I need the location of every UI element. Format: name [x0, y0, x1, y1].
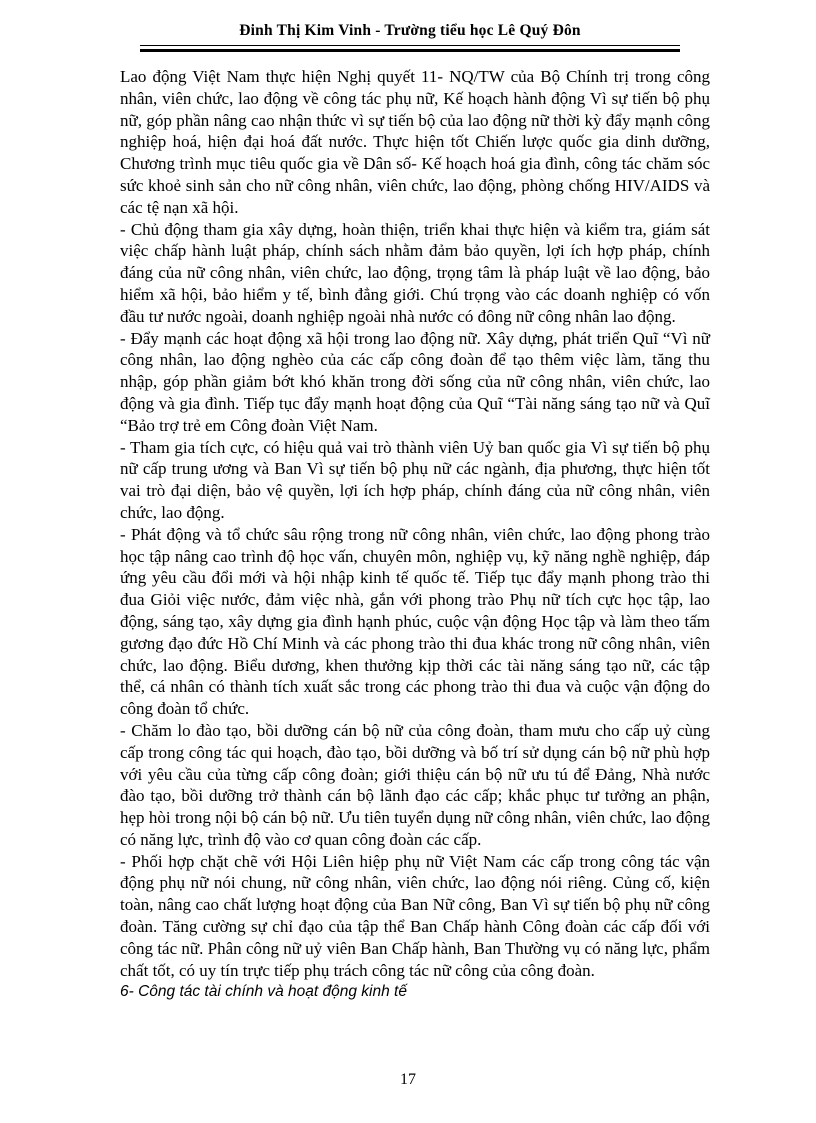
page-header-title: Đinh Thị Kim Vinh - Trường tiểu học Lê Quý Đôn	[239, 22, 581, 39]
paragraph: - Chăm lo đào tạo, bồi dưỡng cán bộ nữ của công đoàn, tham mưu cho cấp uỷ cùng cấp trong công tác qui hoạch, đào tạo, bồi dưỡng và bố trí sử dụng cán bộ nữ phù hợp với yêu cầu của từng cấp công đoàn; giới thiệu cán bộ nữ ưu tú để Đảng, Nhà nước đào tạo, bồi dưỡng trở thành cán bộ lãnh đạo các cấp; khắc phục tư tưởng an phận, hẹp hòi trong nội bộ cán bộ nữ. Ưu tiên tuyển dụng nữ công nhân, viên chức, lao động có năng lực, trình độ vào cơ quan công đoàn các cấp.	[120, 720, 710, 849]
document-body	[120, 66, 710, 1003]
page-number: 17	[400, 1071, 416, 1088]
paragraph: - Phối hợp chặt chẽ với Hội Liên hiệp phụ nữ Việt Nam các cấp trong công tác vận động phụ nữ nói chung, nữ công nhân, viên chức, lao động nói riêng. Củng cố, kiện toàn, nâng cao chất lượng hoạt động của Ban Nữ công, Ban Vì sự tiến bộ phụ nữ công đoàn. Tăng cường sự chỉ đạo của tập thể Ban Chấp hành Công đoàn các cấp đối với công tác nữ. Phân công nữ uỷ viên Ban Chấp hành, Ban Thường vụ có năng lực, phẩm chất tốt, có uy tín trực tiếp phụ trách công tác nữ công của công đoàn.	[120, 851, 710, 980]
paragraph: - Phát động và tổ chức sâu rộng trong nữ công nhân, viên chức, lao động phong trào học tập nâng cao trình độ học vấn, chuyên môn, nghiệp vụ, kỹ năng nghề nghiệp, đáp ứng yêu cầu đổi mới và hội nhập kinh tế quốc tế. Tiếp tục đẩy mạnh phong trào thi đua Giỏi việc nước, đảm việc nhà, gắn với phong trào Phụ nữ tích cực học tập, lao động, sáng tạo, xây dựng gia đình hạnh phúc, cuộc vận động Học tập và làm theo tấm gương đạo đức Hồ Chí Minh và các phong trào thi đua khác trong nữ công nhân, viên chức, lao động. Biểu dương, khen thưởng kịp thời các tài năng sáng tạo nữ, các tập thể, cá nhân có thành tích xuất sắc trong các phong trào thi đua và cuộc vận động do công đoàn tổ chức.	[120, 524, 710, 719]
header-rule-thin	[140, 45, 680, 46]
section-heading: 6- Công tác tài chính và hoạt động kinh tế	[120, 983, 407, 1001]
paragraph: - Chủ động tham gia xây dựng, hoàn thiện, triển khai thực hiện và kiểm tra, giám sát việc chấp hành luật pháp, chính sách nhằm đảm bảo quyền, lợi ích hợp pháp, chính đáng của nữ công nhân, viên chức, lao động, trọng tâm là pháp luật về lao động, bảo hiểm xã hội, bảo hiểm y tế, bình đẳng giới. Chú trọng vào các doanh nghiệp có vốn đầu tư nước ngoài, doanh nghiệp ngoài nhà nước có đông nữ công nhân lao động.	[120, 219, 710, 326]
paragraph: - Tham gia tích cực, có hiệu quả vai trò thành viên Uỷ ban quốc gia Vì sự tiến bộ phụ nữ cấp trung ương và Ban Vì sự tiến bộ phụ nữ các ngành, địa phương, thực hiện tốt vai trò đại diện, bảo vệ quyền, lợi ích hợp pháp, chính đáng của nữ công nhân, viên chức, lao động.	[120, 437, 710, 522]
paragraph: Lao động Việt Nam thực hiện Nghị quyết 11- NQ/TW của Bộ Chính trị trong công nhân, viên chức, lao động về công tác phụ nữ, Kế hoạch hành động Vì sự tiến bộ phụ nữ, góp phần nâng cao nhận thức vì sự tiến bộ của lao động nữ thời kỳ đẩy mạnh công nghiệp hoá, hiện đại hoá đất nước. Thực hiện tốt Chiến lược quốc gia dinh dưỡng, Chương trình mục tiêu quốc gia về Dân số- Kế hoạch hoá gia đình, công tác chăm sóc sức khoẻ sinh sản cho nữ công nhân, viên chức, lao động, phòng chống HIV/AIDS và các tệ nạn xã hội.	[120, 67, 710, 217]
paragraph: - Đẩy mạnh các hoạt động xã hội trong lao động nữ. Xây dựng, phát triển Quĩ “Vì nữ công nhân, lao động nghèo của các cấp công đoàn để tạo thêm việc làm, tăng thu nhập, góp phần giảm bớt khó khăn trong đời sống của nữ công nhân, viên chức, lao động và gia đình. Tiếp tục đẩy mạnh hoạt động của Quĩ “Tài năng sáng tạo nữ và Quĩ “Bảo trợ trẻ em Công đoàn Việt Nam.	[120, 328, 710, 435]
header-rule-thick	[140, 49, 680, 52]
